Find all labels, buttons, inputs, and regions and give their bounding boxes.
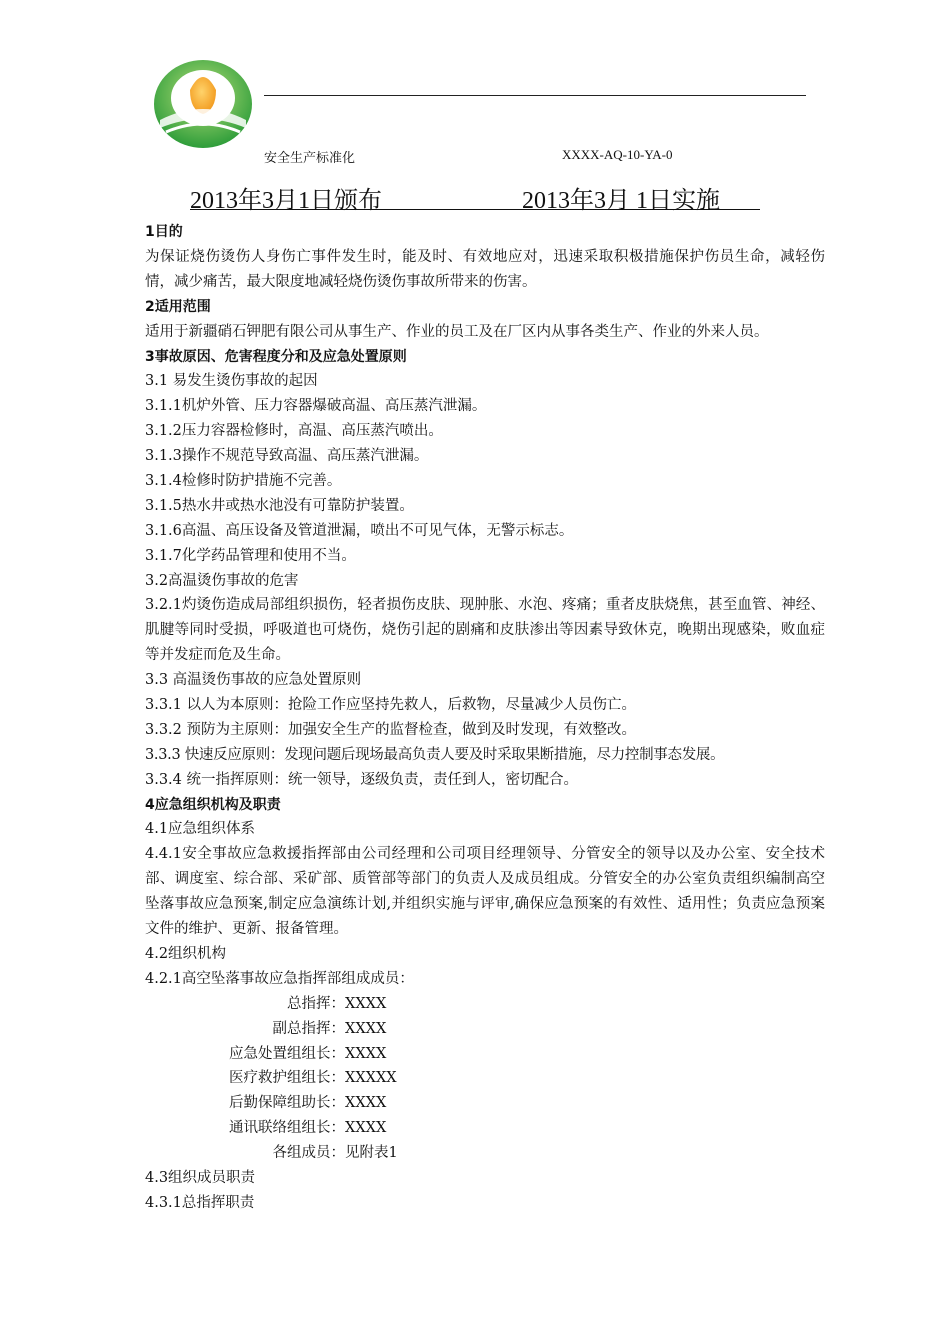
list-item: 3.1.7化学药品管理和使用不当。 [145,547,356,564]
list-item: 3.1.3操作不规范导致高温、高压蒸汽泄漏。 [145,448,429,465]
effective-date: 2013年3月 1日实施 [522,188,720,214]
member-role: 各组成员： [272,1145,345,1162]
list-item: 3.1.1机炉外管、压力容器爆破高温、高压蒸汽泄漏。 [145,398,487,415]
subsection-heading: 3.3 高温烫伤事故的应急处置原则 [145,672,362,689]
member-list [145,992,825,1166]
member-role: 通讯联络组组长： [229,1120,345,1137]
company-logo [152,58,254,150]
list-item: 3.3.3 快速反应原则：发现问题后现场最高负责人要及时采取果断措施，尽力控制事态发展。 [145,746,725,763]
date-line [0,180,950,214]
section-heading: 1目的 [145,224,183,240]
member-role: 医疗救护组组长： [229,1070,345,1087]
section-heading: 3事故原因、危害程度分和及应急处置原则 [145,348,407,365]
paragraph: 4.4.1安全事故应急救援指挥部由公司经理和公司项目经理领导、分管安全的领导以及办公室、安全技术部、调度室、综合部、采矿部、质管部等部门的负责人及成员组成。分管安全的办公室负责组织编制高空坠落事故应急预案,制定应急演练计划,并组织实施与评审,确保应急预案的有效性、适用性；负责应急预案文件的维护、更新、报备管理。 [145,846,825,938]
member-name: XXXX [345,1095,387,1112]
member-name: XXXX [345,1020,387,1037]
issue-date: 2013年3月1日颁布 [190,188,382,214]
date-underline [190,209,760,210]
member-name: XXXX [345,1045,387,1062]
list-item: 3.1.6高温、高压设备及管道泄漏，喷出不可见气体，无警示标志。 [145,522,574,539]
member-row [145,1017,825,1042]
member-name: XXXX [345,995,387,1012]
paragraph: 为保证烧伤烫伤人身伤亡事件发生时，能及时、有效地应对，迅速采取积极措施保护伤员生命，减轻伤情，减少痛苦，最大限度地减轻烧伤烫伤事故所带来的伤害。 [145,248,825,290]
list-item: 3.3.4 统一指挥原则：统一领导，逐级负责，责任到人，密切配合。 [145,771,579,788]
subsection-heading: 4.2组织机构 [145,945,227,962]
header-rule [264,95,806,96]
section-heading: 4应急组织机构及职责 [145,796,281,813]
document-body [145,220,825,1216]
member-row [145,1141,825,1166]
member-row [145,1091,825,1116]
section-heading: 2适用范围 [145,298,211,315]
member-role: 后勤保障组助长： [229,1095,345,1112]
member-name: XXXXX [345,1070,397,1087]
list-item: 3.3.1 以人为本原则：抢险工作应坚持先救人，后救物，尽量减少人员伤亡。 [145,697,637,714]
member-row [145,992,825,1017]
header-label: 安全生产标准化 [264,151,356,166]
member-name: XXXX [345,1120,387,1137]
member-row [145,1116,825,1141]
member-row [145,1042,825,1067]
subsection-heading: 4.3组织成员职责 [145,1170,256,1186]
paragraph: 适用于新疆硝石钾肥有限公司从事生产、作业的员工及在厂区内从事各类生产、作业的外来人员。 [145,323,769,340]
member-role: 应急处置组组长： [229,1045,345,1062]
list-item: 3.1.4检修时防护措施不完善。 [145,472,342,489]
member-row [145,1066,825,1091]
list-item: 4.3.1总指挥职责 [145,1194,255,1211]
subsection-heading: 4.1应急组织体系 [145,821,256,838]
subsection-heading: 3.2高温烫伤事故的危害 [145,572,299,589]
document-code: XXXX-AQ-10-YA-0 [562,147,673,162]
subsection-heading: 3.1 易发生烫伤事故的起因 [145,373,318,390]
list-item: 3.3.2 预防为主原则：加强安全生产的监督检查，做到及时发现，有效整改。 [145,721,637,738]
member-name: 见附表1 [345,1145,398,1162]
member-role: 副总指挥： [272,1020,345,1037]
list-item: 3.1.2压力容器检修时，高温、高压蒸汽喷出。 [145,423,443,440]
member-role: 总指挥： [287,995,345,1012]
list-item: 3.1.5热水井或热水池没有可靠防护装置。 [145,497,414,514]
paragraph: 3.2.1灼烫伤造成局部组织损伤，轻者损伤皮肤、现肿胀、水泡、疼痛；重者皮肤烧焦，甚至血管、神经、肌腱等同时受损，呼吸道也可烧伤，烧伤引起的剧痛和皮肤渗出等因素导致休克，晚期出现感染，败血症等并发症而危及生命。 [145,597,825,664]
list-item: 4.2.1高空坠落事故应急指挥部组成成员： [145,970,414,987]
